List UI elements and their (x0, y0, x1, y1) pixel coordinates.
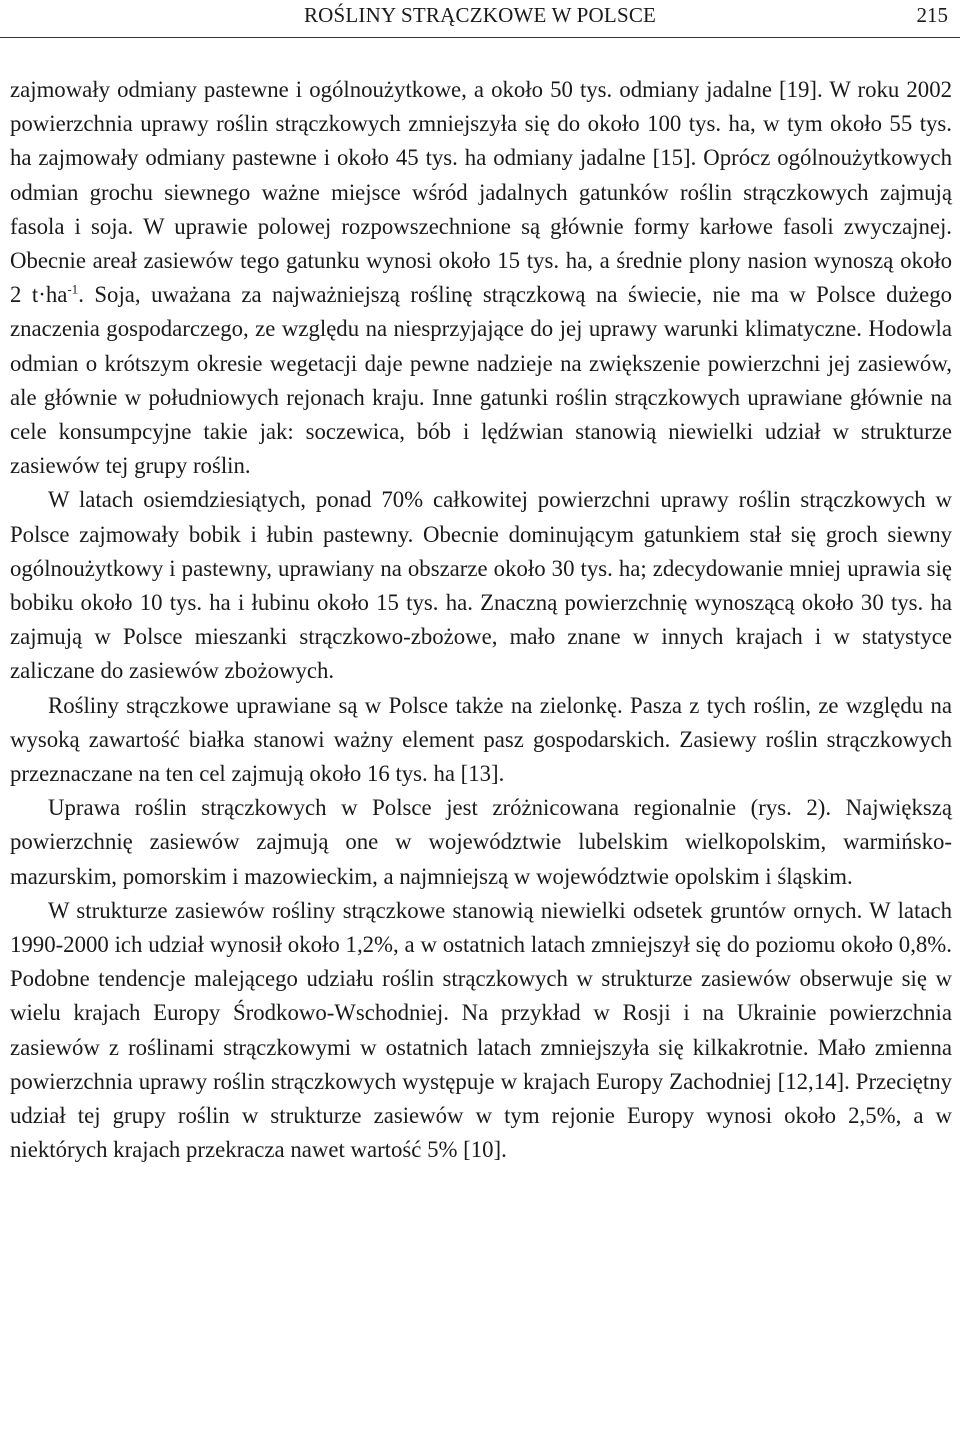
running-title: ROŚLINY STRĄCZKOWE W POLSCE (303, 3, 657, 27)
running-header (0, 0, 960, 38)
paragraph-text: zajmowały odmiany pastewne i ogólnoużytkowe, a około 50 tys. odmiany jadalne [19]. W roku 2002 powierzchnia uprawy roślin strączkowych zmniejszyła się do około 100 tys. ha, w tym około 55 tys. ha zajmowały odmiany pastewne i około 45 tys. ha odmiany jadalne [15]. Oprócz ogólnoużytkowych odmian grochu siewnego ważne miejsce wśród jadalnych gatunków roślin strączkowych zajmują fasola i soja. W uprawie polowej rozpowszechnione są głównie formy karłowe fasoli zwyczajnej. Obecnie areał zasiewów tego gatunku wynosi około 15 tys. ha, a średnie plony nasion wynoszą około 2 t·ha (10, 77, 952, 308)
paragraph-text: . Soja, uważana za najważniejszą roślinę strączkową na świecie, nie ma w Polsce dużego znaczenia gospodarczego, ze względu na niesprzyjające do jej uprawy warunki klimatyczne. Hodowla odmian o krótszym okresie wegetacji daje pewne nadzieje na zwiększenie powierzchni jej zasiewów, ale głównie w południowych rejonach kraju. Inne gatunki roślin strączkowych uprawiane głównie na cele konsumpcyjne takie jak: soczewica, bób i lędźwian stanowią niewielki udział w strukturze zasiewów tej grupy roślin. (10, 282, 952, 479)
paragraph: W latach osiemdziesiątych, ponad 70% całkowitej powierzchni uprawy roślin strączkowych w Polsce zajmowały bobik i łubin pastewny. Obecnie dominującym gatunkiem stał się groch siewny ogólnoużytkowy i pastewny, uprawiany na obszarze około 30 tys. ha; zdecydowanie mniej uprawia się bobiku około 10 tys. ha i łubinu około 15 tys. ha. Znaczną powierzchnię wynoszącą około 30 tys. ha zajmują w Polsce mieszanki strączkowo-zbożowe, mało znane w innych krajach i w statystyce zaliczane do zasiewów zbożowych. (10, 487, 952, 684)
paragraph-continued (10, 73, 952, 483)
paragraph: W strukturze zasiewów rośliny strączkowe stanowią niewielki odsetek gruntów ornych. W latach 1990-2000 ich udział wynosił około 1,2%, a w ostatnich latach zmniejszył się do poziomu około 0,8%. Podobne tendencje malejącego udziału roślin strączkowych w strukturze zasiewów obserwuje się w wielu krajach Europy Środkowo-Wschodniej. Na przykład w Rosji i na Ukrainie powierzchnia zasiewów z roślinami strączkowymi w ostatnich latach zmniejszyła się kilkakrotnie. Mało zmienna powierzchnia uprawy roślin strączkowych występuje w krajach Europy Zachodniej [12,14]. Przeciętny udział tej grupy roślin w strukturze zasiewów w tym rejonie Europy wynosi około 2,5%, a w niektórych krajach przekracza nawet wartość 5% [10]. (10, 897, 952, 1163)
body-text (10, 73, 952, 1168)
superscript-exponent: -1 (67, 281, 79, 297)
page-number: 215 (916, 3, 948, 27)
paragraph: Uprawa roślin strączkowych w Polsce jest zróżnicowana regionalnie (rys. 2). Największą powierzchnię zasiewów zajmują one w województwie lubelskim wielkopolskim, warmińsko-mazurskim, pomorskim i mazowieckim, a najmniejszą w województwie opolskim i śląskim. (10, 795, 952, 889)
paragraph: Rośliny strączkowe uprawiane są w Polsce także na zielonkę. Pasza z tych roślin, ze względu na wysoką zawartość białka stanowi ważny element pasz gospodarskich. Zasiewy roślin strączkowych przeznaczane na ten cel zajmują około 16 tys. ha [13]. (10, 692, 952, 787)
